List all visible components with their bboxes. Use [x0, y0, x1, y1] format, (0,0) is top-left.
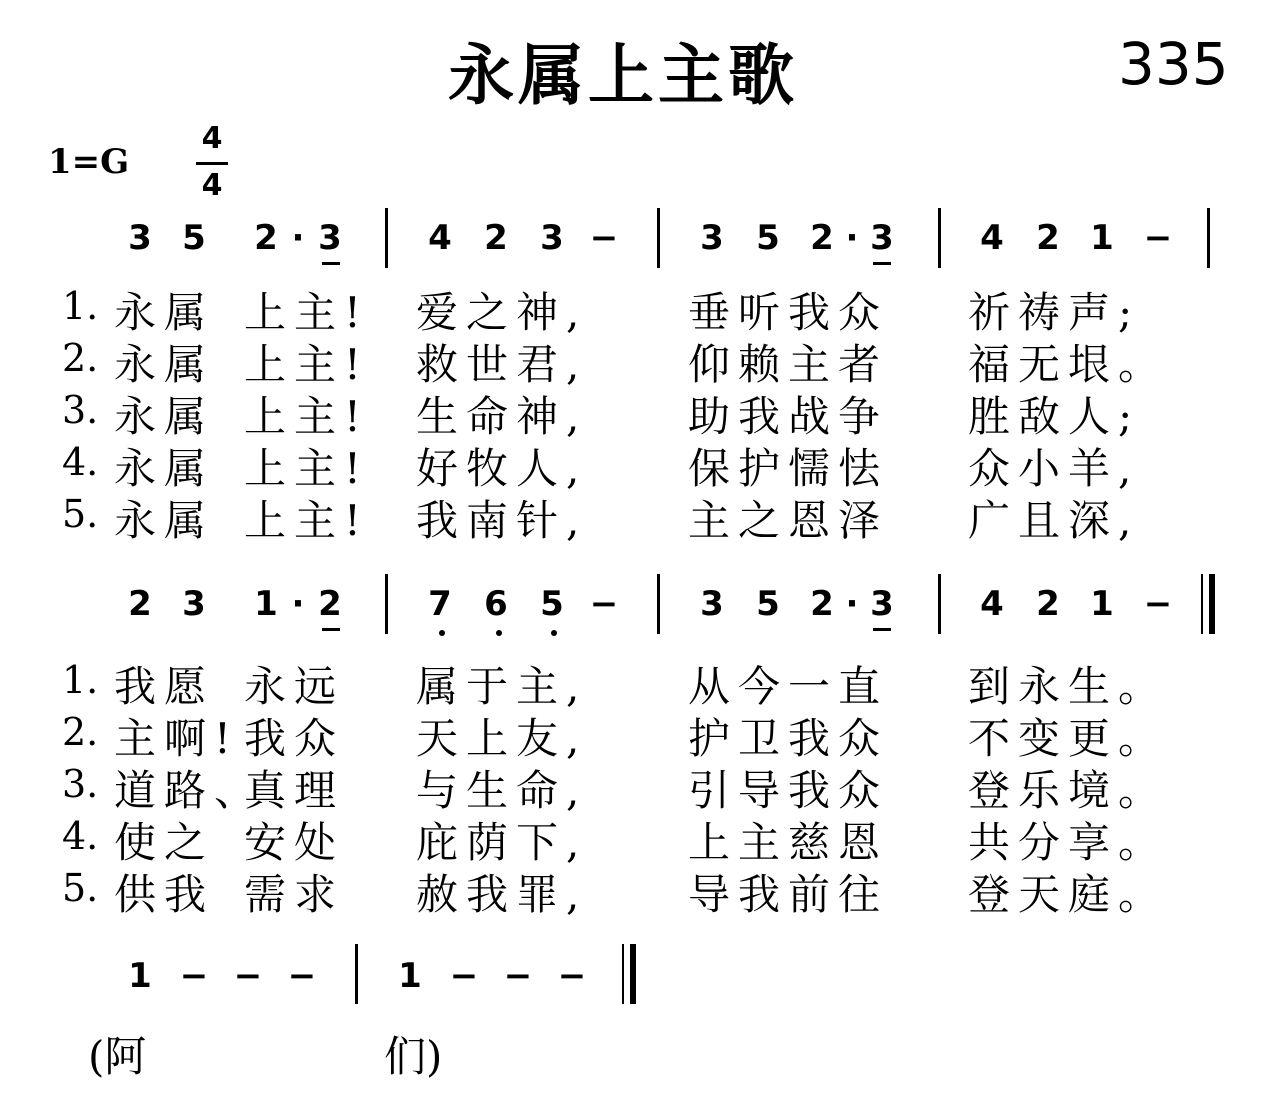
lyric-phrase: 供我: [114, 870, 215, 919]
lyric-phrase: 永属: [114, 392, 215, 441]
final-barline-thick: [1209, 574, 1215, 634]
lyric-phrase: 我南针,: [416, 496, 588, 545]
verse-number: 3.: [62, 388, 99, 432]
dash-note: −: [449, 956, 479, 996]
note-digit: 3: [870, 218, 894, 258]
verse-number: 1.: [62, 658, 99, 702]
verse-number: 1.: [62, 284, 99, 328]
lyric-phrase: 众小羊,: [968, 444, 1140, 493]
dot-rhythm: ·: [845, 218, 859, 258]
lyric-phrase: 使之: [114, 818, 215, 867]
underline-mark: [873, 262, 891, 265]
final-barline-thin: [622, 944, 624, 1004]
lyric-phrase: 广且深,: [968, 496, 1140, 545]
note-digit: 3: [700, 584, 724, 624]
lyric-phrase: 从今一直: [688, 662, 889, 711]
barline: [938, 574, 941, 634]
note-digit: 3: [318, 218, 342, 258]
lyric-phrase: 我愿: [114, 662, 215, 711]
lyric-phrase: 登天庭。: [968, 870, 1169, 919]
note-digit: 5: [182, 218, 206, 258]
note-digit: 2: [318, 584, 342, 624]
note-digit: 1: [398, 956, 422, 996]
lyric-phrase: 我众: [244, 714, 345, 763]
final-barline-thin: [1201, 574, 1203, 634]
lyric-phrase: 生命神,: [416, 392, 588, 441]
lyric-phrase: 属于主,: [416, 662, 588, 711]
lyric-phrase: 上主!: [244, 444, 369, 493]
hymn-number: 335: [1118, 30, 1229, 98]
underline-mark: [322, 628, 340, 631]
verse-number: 2.: [62, 710, 99, 754]
dash-note: −: [233, 956, 263, 996]
lyric-phrase: 天上友,: [416, 714, 588, 763]
barline: [385, 208, 388, 268]
lyric-phrase: 共分享。: [968, 818, 1169, 867]
dash-note: −: [589, 218, 619, 258]
octave-dot: [551, 630, 557, 636]
lyric-phrase: 庇荫下,: [416, 818, 588, 867]
lyric-phrase: 真理: [244, 766, 345, 815]
note-digit: 6: [484, 584, 508, 624]
note-digit: 1: [1090, 218, 1114, 258]
dash-note: −: [1143, 584, 1173, 624]
lyric-phrase: 祈祷声;: [968, 288, 1141, 337]
lyric-phrase: 永远: [244, 662, 345, 711]
lyric-phrase: 上主!: [244, 496, 369, 545]
lyric-phrase: 助我战争: [688, 392, 889, 441]
lyric-phrase: 上主慈恩: [688, 818, 889, 867]
lyric-phrase: 不变更。: [968, 714, 1169, 763]
lyric-phrase: 救世君,: [416, 340, 588, 389]
time-signature: [196, 121, 228, 205]
note-digit: 2: [810, 218, 834, 258]
note-digit: 3: [540, 218, 564, 258]
lyric-phrase: 到永生。: [968, 662, 1169, 711]
lyric-phrase: 永属: [114, 340, 215, 389]
note-digit: 3: [128, 218, 152, 258]
final-barline-thick: [630, 944, 636, 1004]
lyric-phrase: 导我前往: [688, 870, 889, 919]
verse-number: 2.: [62, 336, 99, 380]
verse-number: 5.: [62, 866, 99, 910]
hymn-title: 永属上主歌: [448, 37, 798, 114]
dash-note: −: [179, 956, 209, 996]
lyric-phrase: 福无垠。: [968, 340, 1169, 389]
octave-dot: [439, 630, 445, 636]
lyric-phrase: 永属: [114, 444, 215, 493]
note-digit: 3: [182, 584, 206, 624]
lyric-phrase: 永属: [114, 496, 215, 545]
note-digit: 2: [1036, 584, 1060, 624]
note-digit: 2: [484, 218, 508, 258]
note-digit: 3: [700, 218, 724, 258]
lyric-phrase: 永属: [114, 288, 215, 337]
verse-number: 4.: [62, 440, 99, 484]
dot-rhythm: ·: [845, 584, 859, 624]
dash-note: −: [557, 956, 587, 996]
note-digit: 5: [756, 584, 780, 624]
underline-mark: [322, 262, 340, 265]
note-digit: 1: [128, 956, 152, 996]
lyric-phrase: 主之恩泽: [688, 496, 889, 545]
time-signature-top: 4: [201, 121, 223, 156]
time-signature-bottom: 4: [201, 168, 223, 203]
lyric-phrase: 上主!: [244, 288, 369, 337]
dot-rhythm: ·: [291, 584, 305, 624]
lyric-phrase: 垂听我众: [688, 288, 889, 337]
verse-number: 3.: [62, 762, 99, 806]
verse-number: 4.: [62, 814, 99, 858]
lyric-phrase: 道路、: [114, 766, 265, 815]
lyric-phrase: 仰赖主者: [688, 340, 889, 389]
lyric-phrase: 主啊!: [114, 714, 239, 763]
underline-mark: [873, 628, 891, 631]
note-digit: 7: [428, 584, 452, 624]
dash-note: −: [1143, 218, 1173, 258]
note-digit: 2: [810, 584, 834, 624]
barline: [657, 208, 660, 268]
lyric-phrase: 上主!: [244, 392, 369, 441]
dash-note: −: [503, 956, 533, 996]
note-digit: 4: [980, 218, 1004, 258]
dot-rhythm: ·: [291, 218, 305, 258]
lyric-phrase: 护卫我众: [688, 714, 889, 763]
lyric-phrase: 与生命,: [416, 766, 588, 815]
lyric-phrase: 安处: [244, 818, 345, 867]
note-digit: 5: [540, 584, 564, 624]
note-digit: 4: [428, 218, 452, 258]
verse-number: 5.: [62, 492, 99, 536]
note-digit: 4: [980, 584, 1004, 624]
barline: [938, 208, 941, 268]
lyric-phrase: 胜敌人;: [968, 392, 1141, 441]
note-digit: 1: [254, 584, 278, 624]
note-digit: 2: [1036, 218, 1060, 258]
lyric-phrase: 登乐境。: [968, 766, 1169, 815]
key-signature: 1=G: [48, 142, 130, 182]
note-digit: 1: [1090, 584, 1114, 624]
note-digit: 2: [128, 584, 152, 624]
barline: [1207, 208, 1210, 268]
lyric-phrase: 好牧人,: [416, 444, 588, 493]
dash-note: −: [589, 584, 619, 624]
octave-dot: [496, 630, 502, 636]
lyric-phrase: 引导我众: [688, 766, 889, 815]
dash-note: −: [287, 956, 317, 996]
amen-end: 们): [384, 1032, 443, 1081]
note-digit: 2: [254, 218, 278, 258]
barline: [355, 944, 358, 1004]
amen-start: (阿: [88, 1032, 147, 1081]
lyric-phrase: 保护懦怯: [688, 444, 889, 493]
barline: [385, 574, 388, 634]
note-digit: 5: [756, 218, 780, 258]
barline: [657, 574, 660, 634]
lyric-phrase: 爱之神,: [416, 288, 588, 337]
lyric-phrase: 上主!: [244, 340, 369, 389]
note-digit: 3: [870, 584, 894, 624]
lyric-phrase: 赦我罪,: [416, 870, 588, 919]
lyric-phrase: 需求: [244, 870, 345, 919]
